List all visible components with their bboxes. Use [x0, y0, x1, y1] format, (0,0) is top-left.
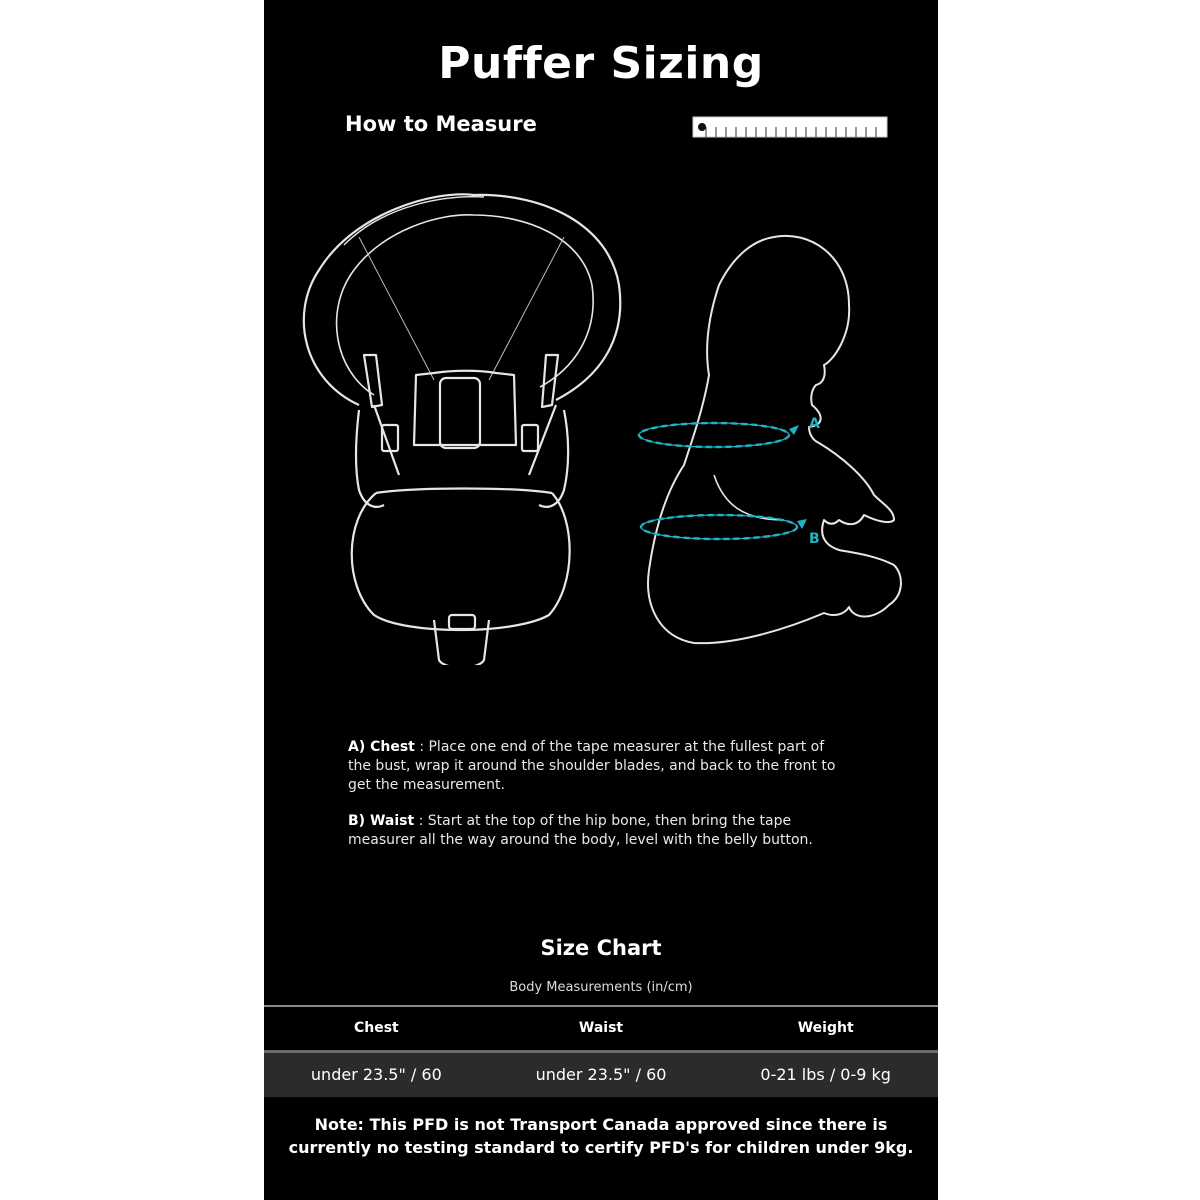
- chest-label: A) Chest: [348, 739, 415, 755]
- cell-waist: under 23.5" / 60: [535, 1065, 667, 1084]
- header-chest: Chest: [353, 1020, 399, 1036]
- cell-weight: 0-21 lbs / 0-9 kg: [760, 1065, 891, 1084]
- table-header-row: [264, 1007, 938, 1050]
- puffer-vest-icon: [304, 194, 620, 665]
- cell-chest: under 23.5" / 60: [310, 1065, 442, 1084]
- waist-instruction: [348, 812, 848, 850]
- disclaimer-note: Note: This PFD is not Transport Canada approved since there is currently no testing standard to certify PFD's for children under 9kg.: [288, 1115, 914, 1157]
- chest-measure-ring: [639, 423, 799, 447]
- table-row: [264, 1053, 938, 1097]
- sizing-panel: [264, 0, 938, 1200]
- page-title: Puffer Sizing: [438, 38, 764, 89]
- size-chart-subtitle: Body Measurements (in/cm): [509, 980, 693, 995]
- tape-measure-icon: [692, 116, 888, 138]
- label-b: B: [809, 531, 820, 547]
- measure-illustration: [264, 175, 938, 665]
- measure-instructions: [348, 738, 848, 867]
- waist-label: B) Waist: [348, 813, 415, 829]
- how-to-measure-heading: How to Measure: [345, 112, 537, 136]
- chest-instruction: [348, 738, 848, 795]
- size-chart-title: Size Chart: [540, 936, 662, 960]
- header-waist: Waist: [578, 1020, 624, 1036]
- header-weight: Weight: [797, 1020, 854, 1036]
- waist-text: : Start at the top of the hip bone, then bring the tape measurer all the way around the body, level with the belly button.: [348, 813, 813, 848]
- label-a: A: [809, 416, 820, 432]
- waist-measure-ring: [641, 515, 807, 539]
- baby-outline-icon: [648, 236, 901, 643]
- chest-text: : Place one end of the tape measurer at the fullest part of the bust, wrap it around the shoulder blades, and back to the front to get the measurement.: [348, 739, 836, 793]
